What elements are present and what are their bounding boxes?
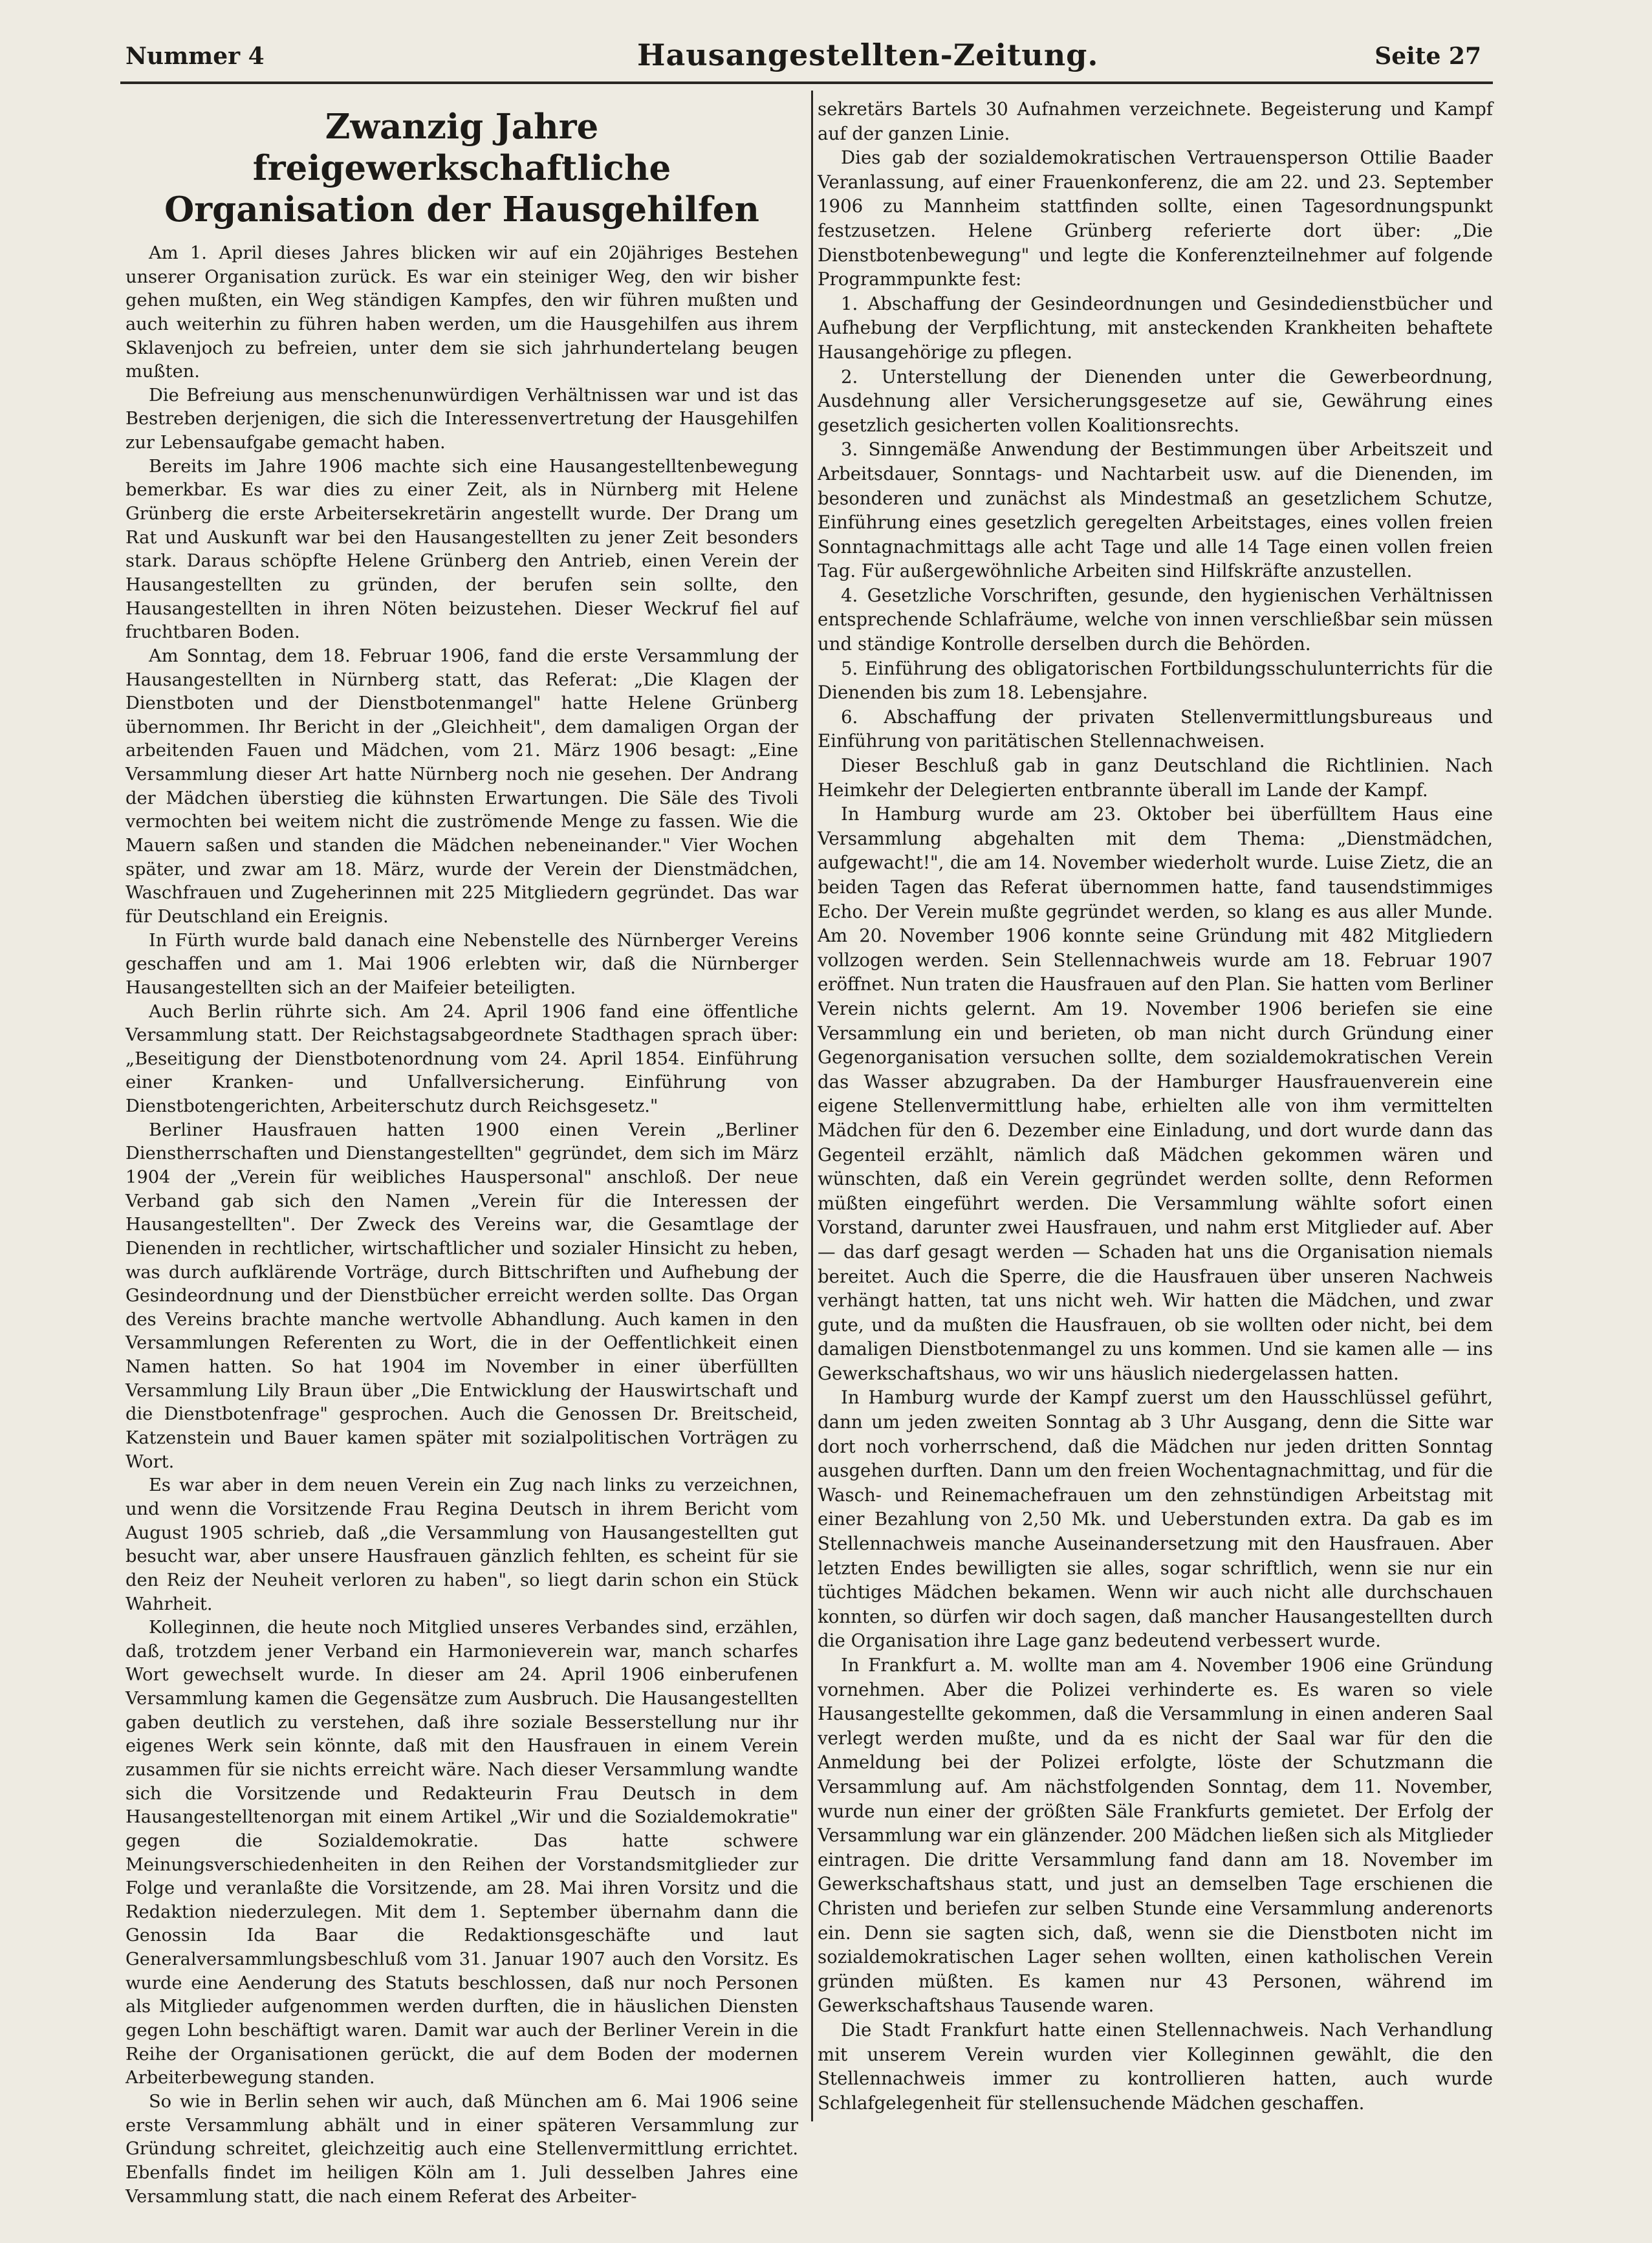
paragraph: Am 1. April dieses Jahres blicken wir auf ein 20jähriges Bestehen unserer Organisation zurück. Es war ein steiniger Weg, den wir bisher gehen mußten, ein Weg ständigen Kampfes, den wir führen mußten und auch weiterhin zu führen haben werden, um die Hausgehilfen aus ihrem Sklavenjoch zu befreien, unter dem sie sich jahrhundertelang beugen mußten.: [125, 243, 798, 382]
left-column: [125, 97, 798, 2209]
right-column: [818, 97, 1493, 2115]
article-title-line-1: Zwanzig Jahre freigewerkschaftliche: [252, 107, 671, 188]
paragraph: Berliner Hausfrauen hatten 1900 einen Verein „Berliner Dienstherrschaften und Dienstangestellten" gegründet, dem sich im März 1904 der „Verein für weibliches Hauspersonal" anschloß. Der neue Verband gab sich den Namen „Verein für die Interessen der Hausangestellten". Der Zweck des Vereins war, die Gesamtlage der Dienenden in rechtlicher, wirtschaftlicher und sozialer Hinsicht zu heben, was durch aufklärende Vorträge, durch Bittschriften und Aufhebung der Gesindeordnung und der Dienstbücher erreicht werden sollte. Das Organ des Vereins brachte manche wertvolle Abhandlung. Auch kamen in den Versammlungen Referenten zu Wort, die in der Oeffentlichkeit einen Namen hatten. So hat 1904 im November in einer überfüllten Versammlung Lily Braun über „Die Entwicklung der Hauswirtschaft und die Dienstbotenfrage" gesprochen. Auch die Genossen Dr. Breitscheid, Katzenstein und Bauer kamen später mit sozialpolitischen Vorträgen zu Wort.: [125, 1120, 798, 1472]
paragraph: Dieser Beschluß gab in ganz Deutschland die Richtlinien. Nach Heimkehr der Delegierten entbrannte überall im Lande der Kampf.: [818, 755, 1493, 801]
header-rule: [120, 81, 1493, 84]
paragraph: Bereits im Jahre 1906 machte sich eine Hausangestelltenbewegung bemerkbar. Es war dies zu einer Zeit, als in Nürnberg mit Helene Grünberg die erste Arbeitersekretärin angestellt wurde. Der Drang um Rat und Auskunft war bei den Hausangestellten zu jener Zeit besonders stark. Daraus schöpfte Helene Grünberg den Antrieb, einen Verein der Hausangestellten zu gründen, der berufen sein sollte, den Hausangestellten in ihren Nöten beizustehen. Dieser Weckruf fiel auf fruchtbaren Boden.: [125, 456, 798, 643]
paragraph: So wie in Berlin sehen wir auch, daß München am 6. Mai 1906 seine erste Versammlung abhält und in einer späteren Versammlung zur Gründung schreitet, gleichzeitig auch eine Stellenvermittlung errichtet. Ebenfalls findet im heiligen Köln am 1. Juli desselben Jahres eine Versammlung statt, die nach einem Referat des Arbeiter-: [125, 2091, 798, 2207]
program-point: 6. Abschaffung der privaten Stellenvermittlungsbureaus und Einführung von paritätischen Stellennachweisen.: [818, 706, 1493, 752]
program-point: 2. Unterstellung der Dienenden unter die Gewerbeordnung, Ausdehnung aller Versicherungsgesetze auf sie, Gewährung eines gesetzlich gesicherten vollen Koalitionsrechts.: [818, 365, 1493, 436]
paragraph: sekretärs Bartels 30 Aufnahmen verzeichnete. Begeisterung und Kampf auf der ganzen Linie.: [818, 98, 1493, 144]
program-point: 1. Abschaffung der Gesindeordnungen und Gesindedienstbücher und Aufhebung der Verpflichtung, mit ansteckenden Krankheiten behaftete Hausangehörige zu pflegen.: [818, 292, 1493, 363]
program-point: 5. Einführung des obligatorischen Fortbildungsschulunterrichts für die Dienenden bis zum 18. Lebensjahre.: [818, 657, 1493, 704]
paragraph: In Hamburg wurde der Kampf zuerst um den Hausschlüssel geführt, dann um jeden zweiten Sonntag ab 3 Uhr Ausgang, denn die Sitte war dort noch vorherrschend, daß die Mädchen nur jeden dritten Sonntag ausgehen durften. Dann um den freien Wochentagnachmittag, und für die Wasch- und Reinemachefrauen um den zehnstündigen Arbeitstag mit einer Bezahlung von 2,50 Mk. und Ueberstunden extra. Da gab es im Stellennachweis manche Auseinandersetzung mit den Hausfrauen. Aber letzten Endes bewilligten sie alles, sogar schriftlich, wenn sie nur ein tüchtiges Mädchen bekamen. Wenn wir auch nicht alle durchschauen konnten, so dürfen wir doch sagen, daß mancher Hausangestellten durch die Organisation ihre Lage ganz bedeutend verbessert wurde.: [818, 1387, 1493, 1652]
paragraph: Auch Berlin rührte sich. Am 24. April 1906 fand eine öffentliche Versammlung statt. Der Reichstagsabgeordnete Stadthagen sprach über: „Beseitigung der Dienstbotenordnung vom 24. April 1854. Einführung einer Kranken- und Unfallversicherung. Einführung von Dienstbotengerichten, Arbeiterschutz durch Reichsgesetz.": [125, 1001, 798, 1117]
paragraph: Dies gab der sozialdemokratischen Vertrauensperson Ottilie Baader Veranlassung, auf einer Frauenkonferenz, die am 22. und 23. September 1906 zu Mannheim stattfinden sollte, einen Tagesordnungspunkt festzusetzen. Helene Grünberg referierte dort über: „Die Dienstbotenbewegung" und legte die Konferenzteilnehmer auf folgende Programmpunkte fest:: [818, 147, 1493, 290]
paragraph: Kolleginnen, die heute noch Mitglied unseres Verbandes sind, erzählen, daß, trotzdem jener Verband ein Harmonieverein war, manch scharfes Wort gewechselt wurde. In dieser am 24. April 1906 einberufenen Versammlung kamen die Gegensätze zum Ausbruch. Die Hausangestellten gaben deutlich zu verstehen, daß ihre soziale Besserstellung nur ihr eigenes Werk sein könnte, daß mit den Hausfrauen in einem Verein zusammen für sie nichts erreicht wäre. Nach dieser Versammlung wandte sich die Vorsitzende und Redakteurin Frau Deutsch in dem Hausangestelltenorgan mit einem Artikel „Wir und die Sozialdemokratie" gegen die Sozialdemokratie. Das hatte schwere Meinungsverschiedenheiten in den Reihen der Vorstandsmitglieder zur Folge und veranlaßte die Vorsitzende, am 28. Mai ihren Vorsitz und die Redaktion niederzulegen. Mit dem 1. September übernahm dann die Genossin Ida Baar die Redaktionsgeschäfte und laut Generalversammlungsbeschluß vom 31. Januar 1907 auch den Vorsitz. Es wurde eine Aenderung des Statuts beschlossen, daß nur noch Personen als Mitglieder aufgenommen werden durften, die in häuslichen Diensten gegen Lohn beschäftigt waren. Damit war auch der Berliner Verein in die Reihe der Organisationen gerückt, die auf dem Boden der modernen Arbeiterbewegung standen.: [125, 1618, 798, 2088]
paragraph: Die Stadt Frankfurt hatte einen Stellennachweis. Nach Verhandlung mit unserem Verein wurden vier Kolleginnen gewählt, die den Stellennachweis immer zu kontrollieren hatten, auch wurde Schlafgelegenheit für stellensuchende Mädchen geschaffen.: [818, 2019, 1493, 2114]
program-point: 4. Gesetzliche Vorschriften, gesunde, den hygienischen Verhältnissen entsprechende Schlafräume, welche von innen verschließbar sein müssen und ständige Kontrolle derselben durch die Behörden.: [818, 584, 1493, 655]
column-divider: [811, 91, 813, 2121]
paragraph: Am Sonntag, dem 18. Februar 1906, fand die erste Versammlung der Hausangestellten in Nürnberg statt, das Referat: „Die Klagen der Dienstboten und der Dienstbotenmangel" hatte Helene Grünberg übernommen. Ihr Bericht in der „Gleichheit", dem damaligen Organ der arbeitenden Fauen und Mädchen, vom 21. März 1906 besagt: „Eine Versammlung dieser Art hatte Nürnberg noch nie gesehen. Der Andrang der Mädchen überstieg die kühnsten Erwartungen. Die Säle des Tivoli vermochten bei weitem nicht die zuströmende Menge zu fassen. Wie die Mauern saßen und standen die Mädchen nebeneinander." Vier Wochen später, und zwar am 18. März, wurde der Verein der Dienstmädchen, Waschfrauen und Zugeherinnen mit 225 Mitgliedern gegründet. Das war für Deutschland ein Ereignis.: [125, 645, 798, 927]
paragraph: In Hamburg wurde am 23. Oktober bei überfülltem Haus eine Versammlung abgehalten mit dem Thema: „Dienstmädchen, aufgewacht!", die am 14. November wiederholt wurde. Luise Zietz, die an beiden Tagen das Referat übernommen hatte, fand tausendstimmiges Echo. Der Verein mußte gegründet werden, so klang es aus aller Munde. Am 20. November 1906 konnte seine Gründung mit 482 Mitgliedern vollzogen werden. Sein Stellennachweis wurde am 18. Februar 1907 eröffnet. Nun traten die Hausfrauen auf den Plan. Sie hatten vom Berliner Verein nichts gelernt. Am 19. November 1906 beriefen sie eine Versammlung ein und berieten, ob man nicht durch Gründung einer Gegenorganisation versuchen sollte, dem sozialdemokratischen Verein das Wasser abzugraben. Da der Hamburger Hausfrauenverein eine eigene Stellenvermittlung habe, erhielten alle von ihm vermittelten Mädchen für den 6. Dezember eine Einladung, und dort wurde dann das Gegenteil erzählt, nämlich daß Mädchen gekommen wären und wünschten, daß ein Verein gegründet werden sollte, denn Reformen müßten eingeführt werden. Die Versammlung wählte sofort einen Vorstand, darunter zwei Hausfrauen, und nahm erst Mitglieder auf. Aber — das darf gesagt werden — Schaden hat uns die Organisation niemals bereitet. Auch die Sperre, die die Hausfrauen über unseren Nachweis verhängt hatten, tat uns nicht weh. Wir hatten die Mädchen, und zwar gute, und da mußten die Hausfrauen, ob sie wollten oder nicht, bei dem damaligen Dienstbotenmangel zu uns kommen. Und sie kamen alle — ins Gewerkschaftshaus, wo wir uns häuslich niedergelassen hatten.: [818, 803, 1493, 1384]
issue-number: Nummer 4: [125, 43, 265, 70]
program-point: 3. Sinngemäße Anwendung der Bestimmungen über Arbeitszeit und Arbeitsdauer, Sonntags- und Nachtarbeit usw. auf die Dienenden, im besonderen und zunächst als Mindestmaß an gesetzlichem Schutze, Einführung eines gesetzlich geregelten Arbeitstages, eines vollen freien Sonntagnachmittags alle acht Tage und alle 14 Tage einen vollen freien Tag. Für außergewöhnliche Arbeiten sind Hilfskräfte anzustellen.: [818, 439, 1493, 582]
article-title: [125, 106, 798, 230]
article-title-line-2: Organisation der Hausgehilfen: [164, 190, 759, 230]
page-number: Seite 27: [1375, 43, 1481, 70]
newspaper-title: Hausangestellten-Zeitung.: [637, 38, 1099, 72]
paragraph: In Fürth wurde bald danach eine Nebenstelle des Nürnberger Vereins geschaffen und am 1. Mai 1906 erlebten wir, daß die Nürnberger Hausangestellten sich an der Maifeier beteiligten.: [125, 930, 798, 998]
paragraph: In Frankfurt a. M. wollte man am 4. November 1906 eine Gründung vornehmen. Aber die Polizei verhinderte es. Es waren so viele Hausangestellte gekommen, daß die Versammlung in einen anderen Saal verlegt werden mußte, und da es nicht der Saal war für den die Anmeldung bei der Polizei erfolgte, löste der Schutzmann die Versammlung auf. Am nächstfolgenden Sonntag, dem 11. November, wurde nun einer der größten Säle Frankfurts gemietet. Der Erfolg der Versammlung war ein glänzender. 200 Mädchen ließen sich als Mitglieder eintragen. Die dritte Versammlung fand dann am 18. November im Gewerkschaftshaus statt, und just an demselben Tage erschienen die Christen und beriefen zur selben Stunde eine Versammlung anderenorts ein. Denn sie sagten sich, daß, wenn sie die Dienstboten nicht im sozialdemokratischen Lager sehen wollten, einen katholischen Verein gründen müßten. Es kamen nur 43 Personen, während im Gewerkschaftshaus Tausende waren.: [818, 1654, 1493, 2017]
paragraph: Es war aber in dem neuen Verein ein Zug nach links zu verzeichnen, und wenn die Vorsitzende Frau Regina Deutsch in ihrem Bericht vom August 1905 schrieb, daß „die Versammlung von Hausangestellten gut besucht war, aber unsere Hausfrauen gänzlich fehlten, es scheint für sie den Reiz der Neuheit verloren zu haben", so liegt darin schon ein Stück Wahrheit.: [125, 1475, 798, 1614]
paragraph: Die Befreiung aus menschenunwürdigen Verhältnissen war und ist das Bestreben derjenigen, die sich die Interessenvertretung der Hausgehilfen zur Lebensaufgabe gemacht haben.: [125, 385, 798, 453]
